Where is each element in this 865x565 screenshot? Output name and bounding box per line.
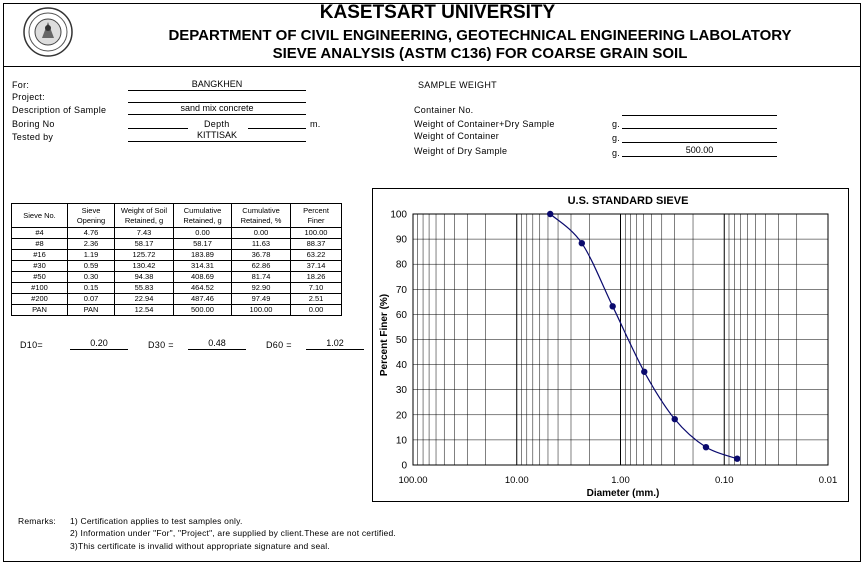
cell: 464.52 — [174, 283, 232, 294]
cell: #50 — [12, 272, 68, 283]
cell: 12.54 — [115, 305, 174, 316]
container-dry-unit: g. — [612, 119, 621, 129]
table-row — [12, 250, 342, 261]
dry-sample-value: 500.00 — [622, 145, 777, 157]
cell: 0.07 — [68, 294, 115, 305]
boring-label: Boring No — [12, 119, 55, 129]
cell: #8 — [12, 239, 68, 250]
data-point — [641, 369, 647, 375]
cell: #30 — [12, 261, 68, 272]
cell: 92.90 — [232, 283, 291, 294]
header-percent-finer: Percent Finer — [291, 204, 342, 228]
cell: 1.19 — [68, 250, 115, 261]
sieve-chart-box — [372, 188, 849, 502]
container-no-value — [622, 104, 777, 116]
cell: 58.17 — [174, 239, 232, 250]
y-tick-label: 10 — [395, 435, 407, 447]
cell: 100.00 — [232, 305, 291, 316]
remarks-label: Remarks: — [18, 516, 56, 526]
y-tick-label: 100 — [390, 209, 407, 221]
gradation-chart — [373, 189, 848, 501]
tested-label: Tested by — [12, 132, 54, 142]
cell: 0.30 — [68, 272, 115, 283]
table-header-row — [12, 204, 342, 228]
d30-value: 0.48 — [188, 338, 246, 350]
cell: 0.00 — [232, 228, 291, 239]
data-point — [734, 455, 740, 461]
depth-label: Depth — [204, 119, 230, 129]
cell: 36.78 — [232, 250, 291, 261]
cell: 58.17 — [115, 239, 174, 250]
depth-unit: m. — [310, 119, 321, 129]
y-tick-label: 50 — [395, 335, 407, 346]
data-point — [703, 444, 709, 450]
cell: 22.94 — [115, 294, 174, 305]
data-point — [579, 240, 585, 246]
cell: PAN — [68, 305, 115, 316]
cell: 18.26 — [291, 272, 342, 283]
test-title: SIEVE ANALYSIS (ASTM C136) FOR COARSE GRAIN SOIL — [272, 45, 688, 62]
department-title: DEPARTMENT OF CIVIL ENGINEERING, GEOTECHNICAL ENGINEERING LABOLATORY — [168, 27, 792, 44]
table-row — [12, 305, 342, 316]
d10-value: 0.20 — [70, 338, 128, 350]
d10-label: D10= — [20, 340, 43, 350]
boring-value — [128, 117, 188, 129]
x-tick-label: 10.00 — [504, 475, 529, 486]
remark-line-3: 3)This certificate is invalid without appropriate signature and seal. — [70, 541, 330, 551]
cell: 125.72 — [115, 250, 174, 261]
data-point — [672, 416, 678, 422]
cell: 7.43 — [115, 228, 174, 239]
cell: 314.31 — [174, 261, 232, 272]
x-tick-label: 100.00 — [398, 475, 428, 486]
y-tick-label: 80 — [395, 259, 407, 271]
sieve-table — [11, 203, 342, 316]
dry-sample-unit: g. — [612, 148, 621, 158]
y-tick-label: 90 — [395, 234, 407, 246]
cell: #4 — [12, 228, 68, 239]
x-tick-label: 1.00 — [611, 475, 630, 486]
cell: #16 — [12, 250, 68, 261]
cell: 37.14 — [291, 261, 342, 272]
header-sieve-opening: Sieve Opening — [68, 204, 115, 228]
description-label: Description of Sample — [12, 105, 107, 115]
cell: 100.00 — [291, 228, 342, 239]
description-value: sand mix concrete — [128, 103, 306, 115]
cell: 62.86 — [232, 261, 291, 272]
cell: 88.37 — [291, 239, 342, 250]
cell: 0.00 — [291, 305, 342, 316]
for-value: BANGKHEN — [128, 79, 306, 91]
table-row — [12, 283, 342, 294]
tested-value: KITTISAK — [128, 130, 306, 142]
container-unit: g. — [612, 133, 621, 143]
y-tick-label: 70 — [395, 284, 407, 296]
cell: 2.36 — [68, 239, 115, 250]
university-title: KASETSART UNIVERSITY — [319, 2, 556, 23]
d60-value: 1.02 — [306, 338, 364, 350]
table-row — [12, 294, 342, 305]
container-no-label: Container No. — [414, 105, 474, 115]
sample-weight-title: SAMPLE WEIGHT — [418, 80, 497, 90]
chart-title: U.S. STANDARD SIEVE — [567, 195, 689, 207]
cell: 94.38 — [115, 272, 174, 283]
project-label: Project: — [12, 92, 45, 102]
header-cumulative-pct: Cumulative Retained, % — [232, 204, 291, 228]
cell: 97.49 — [232, 294, 291, 305]
container-dry-label: Weight of Container+Dry Sample — [414, 119, 555, 129]
header-divider — [3, 66, 860, 67]
x-axis-label: Diameter (mm.) — [586, 488, 660, 499]
data-point — [547, 211, 553, 217]
cell: 0.00 — [174, 228, 232, 239]
data-point — [609, 303, 615, 309]
y-tick-label: 0 — [401, 460, 407, 472]
cell: 500.00 — [174, 305, 232, 316]
y-tick-label: 40 — [395, 360, 407, 372]
depth-value — [248, 117, 306, 129]
y-axis-label: Percent Finer (%) — [379, 293, 390, 377]
cell: 0.15 — [68, 283, 115, 294]
cell: 487.46 — [174, 294, 232, 305]
cell: 7.10 — [291, 283, 342, 294]
container-value — [622, 131, 777, 143]
cell: 63.22 — [291, 250, 342, 261]
remark-line-1: 1) Certification applies to test samples only. — [70, 516, 243, 526]
y-tick-label: 60 — [395, 309, 407, 321]
cell: 0.59 — [68, 261, 115, 272]
table-row — [12, 261, 342, 272]
header-cumulative-g: Cumulative Retained, g — [174, 204, 232, 228]
x-tick-label: 0.01 — [818, 475, 838, 486]
table-row — [12, 272, 342, 283]
cell: 4.76 — [68, 228, 115, 239]
cell: 81.74 — [232, 272, 291, 283]
y-tick-label: 30 — [395, 385, 407, 397]
container-dry-value — [622, 117, 777, 129]
d30-label: D30 = — [148, 340, 174, 350]
table-row — [12, 228, 342, 239]
header-sieve-no: Sieve No. — [12, 204, 68, 228]
project-value — [128, 91, 306, 103]
remark-line-2: 2) Information under "For", "Project", are supplied by client.These are not certified. — [70, 528, 396, 538]
table-row — [12, 239, 342, 250]
x-tick-label: 0.10 — [715, 475, 734, 486]
cell: 2.51 — [291, 294, 342, 305]
cell: 55.83 — [115, 283, 174, 294]
cell: #100 — [12, 283, 68, 294]
cell: 11.63 — [232, 239, 291, 250]
container-label: Weight of Container — [414, 131, 500, 141]
dry-sample-label: Weight of Dry Sample — [414, 146, 508, 156]
cell: 130.42 — [115, 261, 174, 272]
cell: 408.69 — [174, 272, 232, 283]
y-tick-label: 20 — [395, 410, 407, 422]
d60-label: D60 = — [266, 340, 292, 350]
cell: #200 — [12, 294, 68, 305]
cell: 183.89 — [174, 250, 232, 261]
cell: PAN — [12, 305, 68, 316]
for-label: For: — [12, 80, 30, 90]
header-weight-retained: Weight of Soil Retained, g — [115, 204, 174, 228]
